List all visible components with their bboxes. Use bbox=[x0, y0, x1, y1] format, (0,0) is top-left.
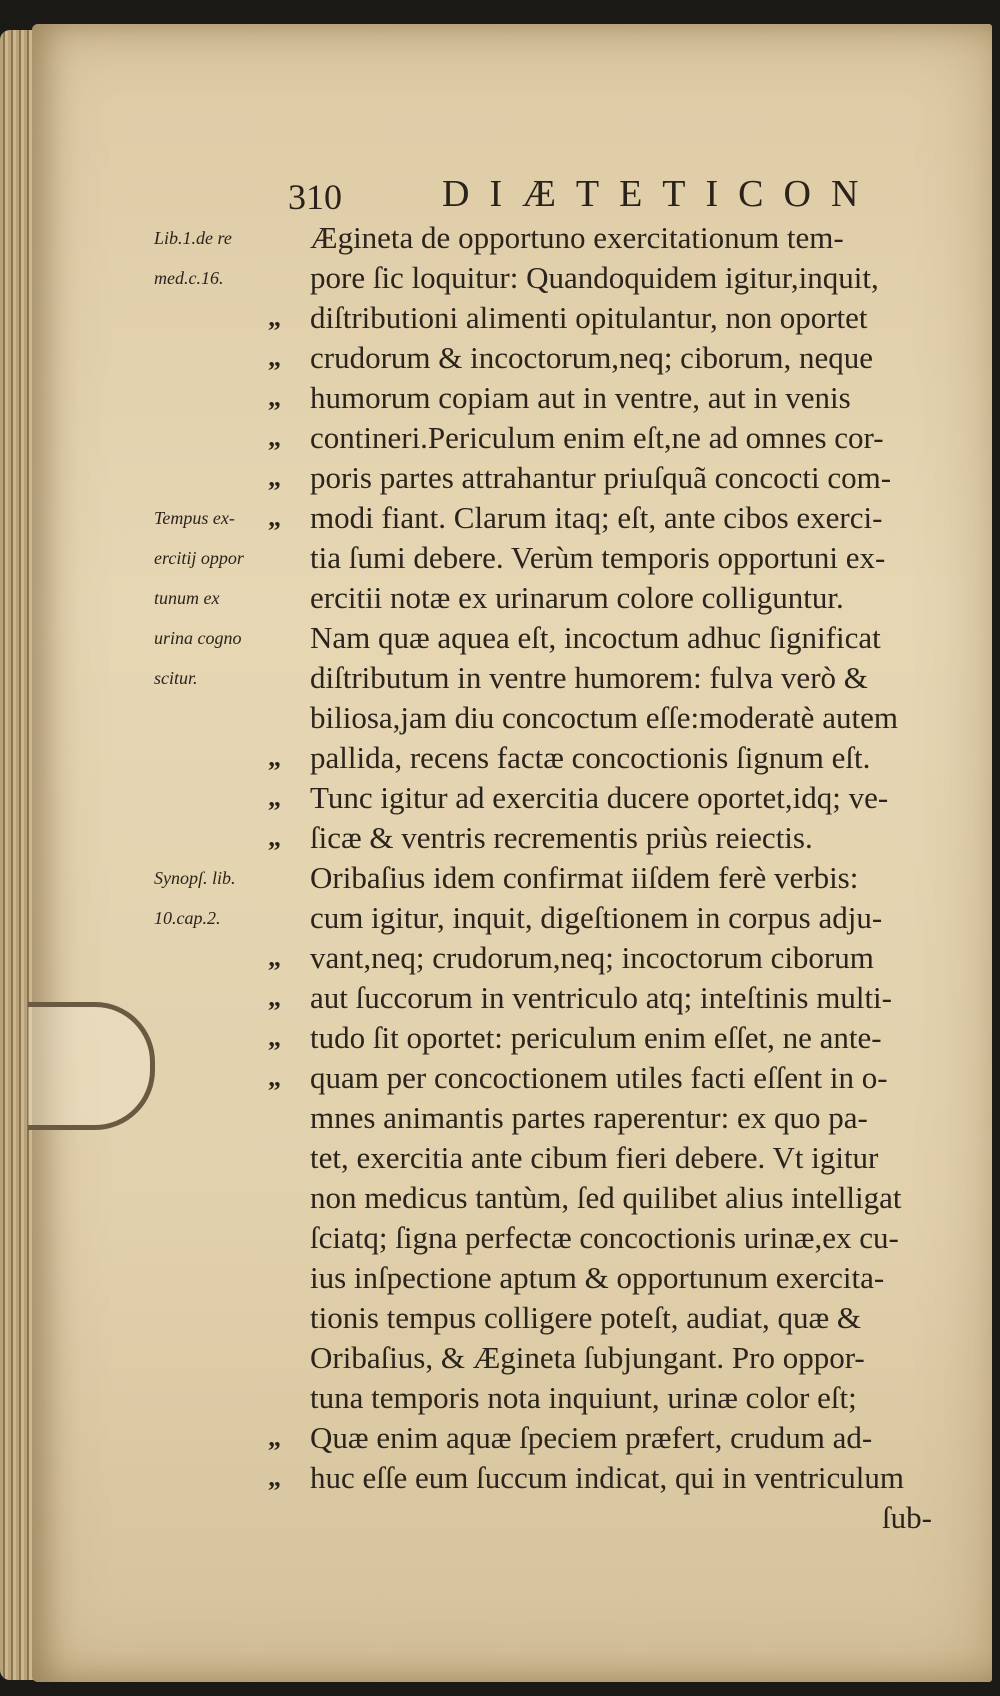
text-line: crudorum & incoctorum,neq; ciborum, neque bbox=[310, 340, 874, 375]
quote-mark: „ bbox=[268, 783, 281, 812]
quote-mark: „ bbox=[268, 943, 281, 972]
text-line: Oribaſius, & Ægineta ſubjungant. Pro oppor- bbox=[310, 1340, 865, 1375]
quote-mark: „ bbox=[268, 1463, 281, 1492]
quote-mark: „ bbox=[268, 823, 281, 852]
margin-note-line: Lib.1.de re bbox=[154, 228, 232, 248]
text-line: ſicæ & ventris recrementis priùs reiectis. bbox=[310, 820, 813, 855]
catchword: ſub- bbox=[882, 1500, 932, 1535]
text-line: tuna temporis nota inquiunt, urinæ color eſt; bbox=[310, 1380, 857, 1415]
margin-note-line: 10.cap.2. bbox=[154, 908, 221, 928]
margin-note-line: med.c.16. bbox=[154, 268, 224, 288]
text-line: Nam quæ aquea eſt, incoctum adhuc ſignificat bbox=[310, 620, 881, 655]
text-line: mnes animantis partes raperentur: ex quo pa- bbox=[310, 1100, 868, 1135]
text-line: humorum copiam aut in ventre, aut in venis bbox=[310, 380, 851, 415]
text-line: biliosa,jam diu concoctum eſſe:moderatè autem bbox=[310, 700, 898, 735]
margin-note-line: Tempus ex- bbox=[154, 508, 235, 528]
text-line: pallida, recens factæ concoctionis ſignum eſt. bbox=[310, 740, 871, 775]
margin-note-line: Synopſ. lib. bbox=[154, 868, 236, 888]
quote-mark: „ bbox=[268, 503, 281, 532]
text-line: Ægineta de opportuno exercitationum tem- bbox=[310, 220, 844, 255]
running-title: DIÆTETICON bbox=[442, 173, 879, 215]
text-line: modi fiant. Clarum itaq; eſt, ante cibos exerci- bbox=[310, 500, 883, 535]
quote-mark: „ bbox=[268, 743, 281, 772]
margin-note bbox=[154, 218, 304, 298]
text-line: Quæ enim aquæ ſpeciem præfert, crudum ad- bbox=[310, 1420, 873, 1455]
text-line: vant,neq; crudorum,neq; incoctorum ciborum bbox=[310, 940, 874, 975]
quote-mark: „ bbox=[268, 383, 281, 412]
quote-mark: „ bbox=[268, 1063, 281, 1092]
text-line: Oribaſius idem confirmat iiſdem ferè verbis: bbox=[310, 860, 859, 895]
text-line: ius inſpectione aptum & opportunum exercita- bbox=[310, 1260, 885, 1295]
text-line: diſtributioni alimenti opitulantur, non oportet bbox=[310, 300, 868, 335]
text-line: aut ſuccorum in ventriculo atq; inteſtinis multi- bbox=[310, 980, 892, 1015]
text-line: ſciatq; ſigna perfectæ concoctionis urinæ,ex cu- bbox=[310, 1220, 899, 1255]
quote-mark: „ bbox=[268, 983, 281, 1012]
text-line: huc eſſe eum ſuccum indicat, qui in ventriculum bbox=[310, 1460, 904, 1495]
quote-mark: „ bbox=[268, 1423, 281, 1452]
margin-note-line: urina cogno bbox=[154, 628, 242, 648]
margin-note-line: ercitij oppor bbox=[154, 548, 244, 568]
quote-mark: „ bbox=[268, 343, 281, 372]
margin-note-line: tunum ex bbox=[154, 588, 220, 608]
text-line: diſtributum in ventre humorem: fulva verò & bbox=[310, 660, 868, 695]
text-line: Tunc igitur ad exercitia ducere oportet,idq; ve- bbox=[310, 780, 889, 815]
text-line: non medicus tantùm, ſed quilibet alius intelligat bbox=[310, 1180, 902, 1215]
text-line: tet, exercitia ante cibum fieri debere. Vt igitur bbox=[310, 1140, 879, 1175]
text-line: pore ſic loquitur: Quandoquidem igitur,inquit, bbox=[310, 260, 879, 295]
quote-mark: „ bbox=[268, 463, 281, 492]
text-line: contineri.Periculum enim eſt,ne ad omnes cor- bbox=[310, 420, 884, 455]
text-line: ercitii notæ ex urinarum colore colliguntur. bbox=[310, 580, 844, 615]
quote-mark: „ bbox=[268, 423, 281, 452]
page-number: 310 bbox=[288, 177, 342, 217]
margin-note-line: scitur. bbox=[154, 668, 198, 688]
text-line: poris partes attrahantur priuſquã concocti com- bbox=[310, 460, 892, 495]
text-line: tudo ſit oportet: periculum enim eſſet, ne ante- bbox=[310, 1020, 882, 1055]
text-line: tia ſumi debere. Verùm temporis opportuni ex- bbox=[310, 540, 886, 575]
quote-mark: „ bbox=[268, 1023, 281, 1052]
page-header bbox=[32, 172, 992, 222]
margin-note bbox=[154, 858, 304, 938]
binder-clip bbox=[28, 1002, 155, 1130]
text-line: cum igitur, inquit, digeſtionem in corpus adju- bbox=[310, 900, 883, 935]
text-line: quam per concoctionem utiles facti eſſent in o- bbox=[310, 1060, 888, 1095]
quote-mark: „ bbox=[268, 303, 281, 332]
page bbox=[32, 24, 992, 1682]
text-line: tionis tempus colligere poteſt, audiat, quæ & bbox=[310, 1300, 862, 1335]
